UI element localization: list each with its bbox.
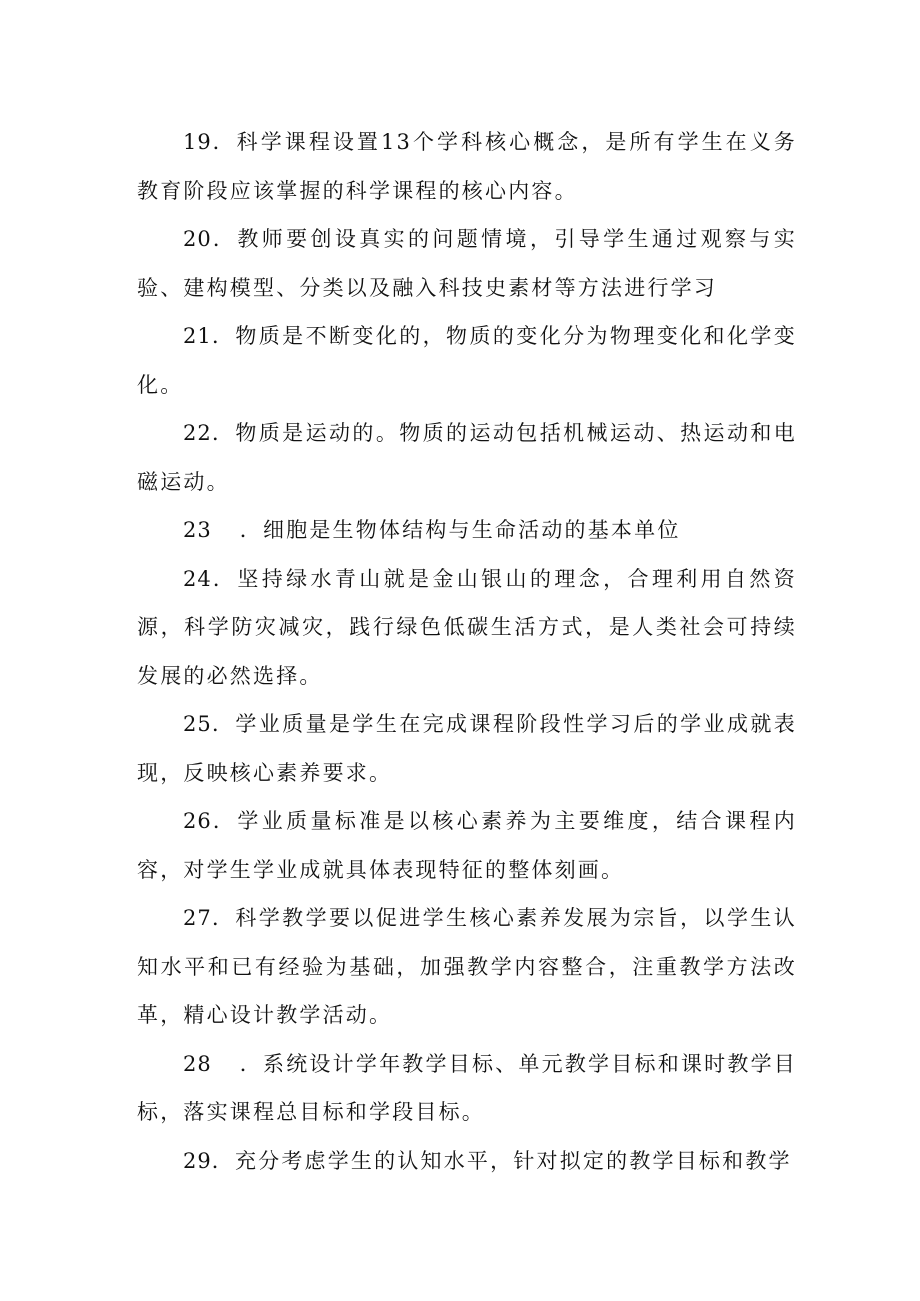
paragraph-number: 20 [183,227,212,251]
paragraph-separator: ． [239,1051,263,1076]
paragraph-number: 28 [183,1051,212,1076]
paragraph-text: 物质是运动的。物质的运动包括机械运动、热运动和电磁运动。 [137,421,797,494]
paragraph-number: 22 [183,421,212,445]
document-body [137,118,797,1185]
paragraph-20 [137,215,797,312]
paragraph-number: 26 [183,809,212,833]
paragraph-24 [137,555,797,701]
paragraph-text: 学业质量标准是以核心素养为主要维度，结合课程内容，对学生学业成就具体表现特征的整体刻画。 [137,809,797,882]
paragraph-25 [137,700,797,797]
paragraph-separator: ． [211,130,237,154]
paragraph-text: 学业质量是学生在完成课程阶段性学习后的学业成就表现，反映核心素养要求。 [137,712,797,785]
paragraph-19 [137,118,797,215]
paragraph-separator: ． [211,421,236,445]
paragraph-text: 充分考虑学生的认知水平，针对拟定的教学目标和教学 [234,1148,792,1173]
paragraph-text: 系统设计学年教学目标、单元教学目标和课时教学目标，落实课程总目标和学段目标。 [137,1051,797,1124]
paragraph-number: 19 [183,130,212,154]
paragraph-21 [137,312,797,409]
paragraph-26 [137,797,797,894]
paragraph-text: 科学课程设置13个学科核心概念，是所有学生在义务教育阶段应该掌握的科学课程的核心内容。 [137,130,797,203]
paragraph-23 [137,506,797,555]
paragraph-separator: ． [211,712,236,736]
paragraph-number: 27 [183,906,212,930]
paragraph-text: 科学教学要以促进学生核心素养发展为宗旨，以学生认知水平和已有经验为基础，加强教学内容整合，注重教学方法改革，精心设计教学活动。 [137,906,797,1027]
paragraph-separator: ． [211,227,238,251]
paragraph-29 [137,1137,797,1186]
paragraph-number: 21 [183,324,212,348]
paragraph-text: 坚持绿水青山就是金山银山的理念，合理利用自然资源，科学防灾减灾，践行绿色低碳生活方式，是人类社会可持续发展的必然选择。 [137,566,797,688]
paragraph-22 [137,409,797,506]
paragraph-number: 29 [183,1148,212,1173]
paragraph-number: 25 [183,712,212,736]
paragraph-separator: ． [211,324,236,348]
paragraph-separator: ． [211,566,238,591]
paragraph-separator: ． [211,809,238,833]
paragraph-number: 24 [183,566,212,591]
paragraph-28 [137,1040,797,1137]
paragraph-text: 教师要创设真实的问题情境，引导学生通过观察与实验、建构模型、分类以及融入科技史素材等方法进行学习 [137,227,797,300]
paragraph-separator: ． [211,1148,235,1173]
paragraph-text: 细胞是生物体结构与生命活动的基本单位 [262,518,681,542]
paragraph-separator: ． [239,518,263,542]
paragraph-separator: ． [211,906,236,930]
paragraph-text: 物质是不断变化的，物质的变化分为物理变化和化学变化。 [137,324,797,397]
paragraph-27 [137,894,797,1040]
paragraph-number: 23 [183,518,212,542]
